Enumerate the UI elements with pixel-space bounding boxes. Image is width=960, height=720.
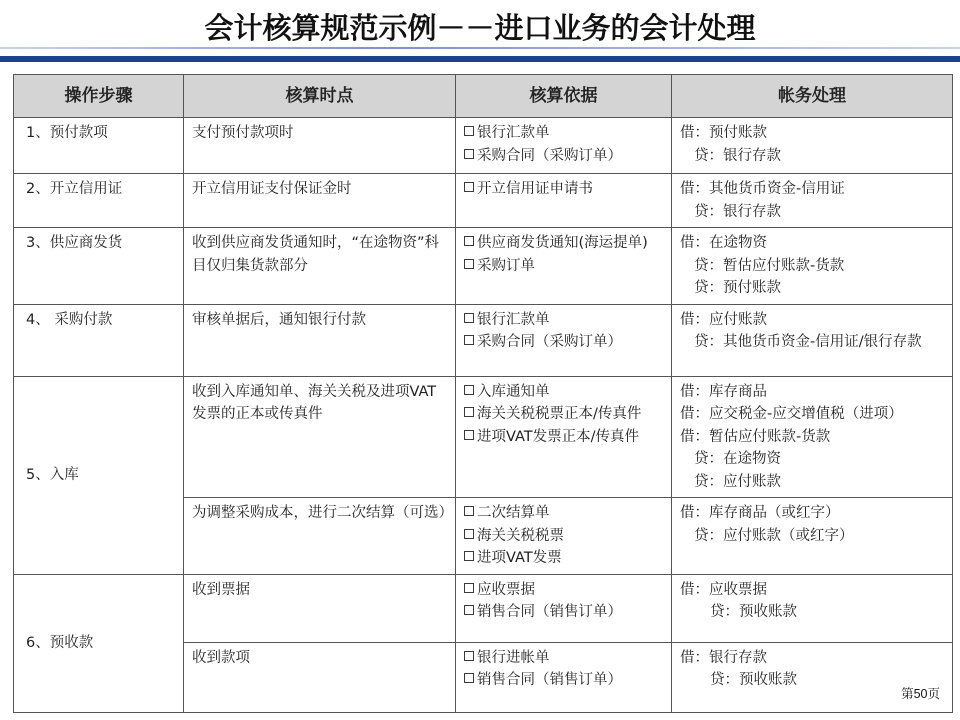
checkbox-bullet-icon [464,529,474,539]
basis-item [464,647,663,670]
journal-entry-line: 贷：在途物资 [694,451,781,467]
checkbox-bullet-icon [464,583,474,593]
checkbox-bullet-icon [464,259,474,269]
cell-basis [456,498,672,575]
checkbox-bullet-icon [464,126,474,136]
basis-item [464,122,663,145]
basis-item [464,145,663,168]
journal-entry-line: 贷：暂估应付账款-货款 [694,257,845,274]
basis-item [464,403,663,426]
header-timing: 核算时点 [184,75,456,118]
checkbox-bullet-icon [464,605,474,615]
cell-basis [456,642,672,712]
cell-entries [672,118,953,174]
basis-item [464,178,663,201]
cell-step: 4、 采购付款 [14,304,184,376]
basis-item [464,525,663,548]
table-row [14,174,953,228]
basis-text: 供应商发货通知(海运提单) [477,235,648,251]
checkbox-bullet-icon [464,149,474,159]
basis-item [464,579,663,602]
journal-entry-line: 贷：预收账款 [710,672,797,688]
table-row [14,118,953,174]
basis-text: 进项VAT发票正本/传真件 [477,428,640,445]
basis-item [464,331,663,354]
cell-timing: 收到票据 [184,574,456,642]
journal-entry-line: 借：其他货币资金-信用证 [680,181,845,197]
cell-step: 3、供应商发货 [14,228,184,305]
basis-text: 应收票据 [477,581,535,598]
cell-basis [456,376,672,498]
checkbox-bullet-icon [464,506,474,516]
cell-entries [672,498,953,575]
table-row [14,574,953,642]
header-step: 操作步骤 [14,75,184,118]
accounting-table [13,74,953,713]
checkbox-bullet-icon [464,651,474,661]
journal-entry-line: 借：库存商品 [680,383,767,400]
cell-entries [672,228,953,305]
journal-entry-line: 借：库存商品（或红字） [680,505,840,521]
basis-text: 银行汇款单 [477,125,550,141]
basis-text: 海关关税税票 [477,527,564,544]
checkbox-bullet-icon [464,182,474,192]
table-row [14,376,953,498]
checkbox-bullet-icon [464,551,474,561]
basis-item [464,547,663,570]
journal-entry-line: 贷：银行存款 [694,147,781,164]
basis-item [464,309,663,332]
basis-item [464,502,663,525]
basis-item [464,232,663,255]
basis-item [464,426,663,449]
table-row [14,304,953,376]
cell-step: 2、开立信用证 [14,174,184,228]
journal-entry-line: 贷：应付账款（或红字） [694,527,854,544]
cell-timing: 为调整采购成本，进行二次结算（可选） [184,498,456,575]
journal-entry-line: 借：在途物资 [680,235,767,251]
basis-text: 采购合同（采购订单） [477,334,622,350]
cell-basis [456,228,672,305]
checkbox-bullet-icon [464,236,474,246]
cell-basis [456,574,672,642]
cell-timing: 开立信用证支付保证金时 [184,174,456,228]
checkbox-bullet-icon [464,430,474,440]
journal-entry-line: 借：预付账款 [680,125,767,141]
journal-entry-line: 贷：预收账款 [710,604,797,620]
table-row [14,228,953,305]
basis-item [464,255,663,278]
checkbox-bullet-icon [464,313,474,323]
basis-item [464,601,663,624]
cell-step: 5、入库 [14,376,184,574]
basis-text: 销售合同（销售订单） [477,672,622,688]
basis-text: 二次结算单 [477,505,550,521]
basis-text: 银行汇款单 [477,311,550,328]
header-entries: 帐务处理 [672,75,953,118]
basis-item [464,381,663,404]
journal-entry-line: 贷：应付账款 [694,473,781,490]
cell-step: 6、预收款 [14,574,184,712]
basis-item [464,669,663,692]
table-body [14,118,953,713]
cell-entries [672,376,953,498]
basis-text: 采购订单 [477,257,535,274]
basis-text: 进项VAT发票 [477,550,562,566]
journal-entry-line: 借：应收票据 [680,581,767,598]
cell-entries [672,304,953,376]
basis-text: 入库通知单 [477,383,550,400]
page-number: 第50页 [901,687,940,701]
journal-entry-line: 贷：其他货币资金-信用证/银行存款 [694,334,922,350]
basis-text: 海关关税税票正本/传真件 [477,406,642,422]
basis-text: 开立信用证申请书 [477,181,593,197]
cell-timing: 收到款项 [184,642,456,712]
journal-entry-line: 借：暂估应付账款-货款 [680,428,831,445]
cell-basis [456,304,672,376]
checkbox-bullet-icon [464,673,474,683]
cell-timing: 审核单据后，通知银行付款 [184,304,456,376]
cell-timing: 收到入库通知单、海关关税及进项VAT发票的正本或传真件 [184,376,456,498]
journal-entry-line: 借：应付账款 [680,311,767,328]
title-divider [0,56,960,62]
cell-basis [456,118,672,174]
table-header-row [14,75,953,118]
checkbox-bullet-icon [464,385,474,395]
slide-title: 会计核算规范示例－－进口业务的会计处理 [204,11,756,45]
journal-entry-line: 贷：银行存款 [694,203,781,220]
journal-entry-line: 借：应交税金-应交增值税（进项） [680,406,903,422]
basis-text: 银行进帐单 [477,649,550,666]
journal-entry-line: 借：银行存款 [680,649,767,666]
checkbox-bullet-icon [464,335,474,345]
cell-timing: 收到供应商发货通知时，“在途物资”科目仅归集货款部分 [184,228,456,305]
checkbox-bullet-icon [464,407,474,417]
cell-basis [456,174,672,228]
basis-text: 销售合同（销售订单） [477,604,622,620]
journal-entry-line: 贷：预付账款 [694,280,781,296]
cell-timing: 支付预付款项时 [184,118,456,174]
header-basis: 核算依据 [456,75,672,118]
basis-text: 采购合同（采购订单） [477,147,622,164]
cell-entries [672,574,953,642]
cell-step: 1、预付款项 [14,118,184,174]
cell-entries [672,174,953,228]
